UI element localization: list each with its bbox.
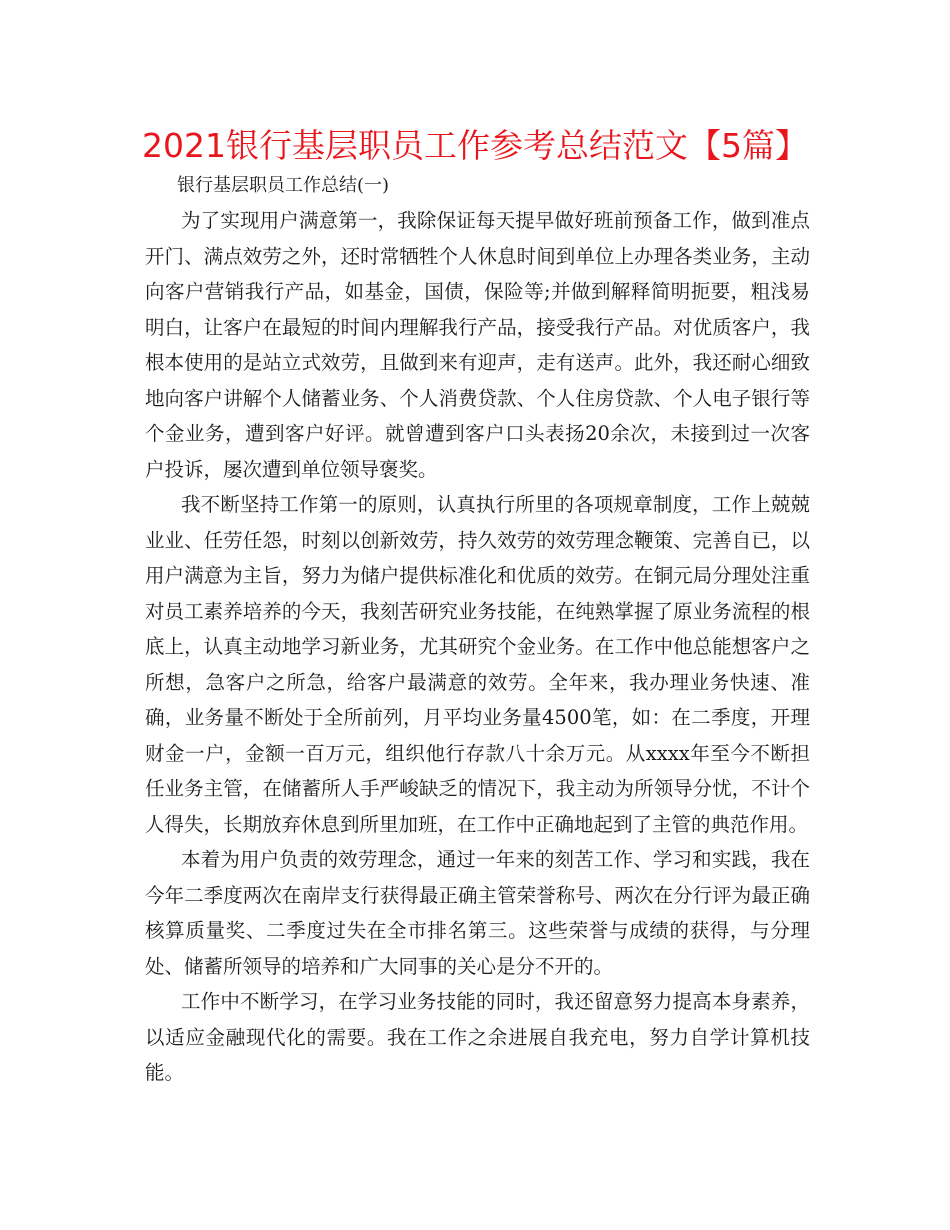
paragraph-2: 我不断坚持工作第一的原则，认真执行所里的各项规章制度，工作上兢兢业业、任劳任怨，时刻以创新效劳，持久效劳的效劳理念鞭策、完善自已，以用户满意为主旨，努力为储户提供标准化和优质的效劳。在铜元局分理处注重对员工素养培养的今天，我刻苦研究业务技能，在纯熟掌握了原业务流程的根底上，认真主动地学习新业务，尤其研究个金业务。在工作中他总能想客户之所想，急客户之所急，给客户最满意的效劳。全年来，我办理业务快速、准确，业务量不断处于全所前列，月平均业务量4500笔，如：在二季度，开理财金一户，金额一百万元，组织他行存款八十余万元。从xxxx年至今不断担任业务主管，在储蓄所人手严峻缺乏的情况下，我主动为所领导分忧，不计个人得失，长期放弃休息到所里加班，在工作中正确地起到了主管的典范作用。 xyxy=(145,493,810,836)
document-title: 2021银行基层职员工作参考总结范文【5篇】 xyxy=(142,126,808,165)
paragraph-1: 为了实现用户满意第一，我除保证每天提早做好班前预备工作，做到准点开门、满点效劳之外，还时常牺牲个人休息时间到单位上办理各类业务，主动向客户营销我行产品，如基金，国债，保险等;并做到解释简明扼要，粗浅易明白，让客户在最短的时间内理解我行产品，接受我行产品。对优质客户，我根本使用的是站立式效劳，且做到来有迎声，走有送声。此外，我还耐心细致地向客户讲解个人储蓄业务、个人消费贷款、个人住房贷款、个人电子银行等个金业务，遭到客户好评。就曾遭到客户口头表扬20余次，未接到过一次客户投诉，屡次遭到单位领导褒奖。 xyxy=(145,209,810,481)
section-subtitle: 银行基层职员工作总结(一) xyxy=(177,175,390,196)
paragraph-3: 本着为用户负责的效劳理念，通过一年来的刻苦工作、学习和实践，我在今年二季度两次在南岸支行获得最正确主管荣誉称号、两次在分行评为最正确核算质量奖、二季度过失在全市排名第三。这些荣誉与成绩的获得，与分理处、储蓄所领导的培养和广大同事的关心是分不开的。 xyxy=(145,848,810,978)
document-body xyxy=(145,168,810,1091)
paragraph-4: 工作中不断学习，在学习业务技能的同时，我还留意努力提高本身素养，以适应金融现代化的需要。我在工作之余进展自我充电，努力自学计算机技能。 xyxy=(145,990,810,1084)
